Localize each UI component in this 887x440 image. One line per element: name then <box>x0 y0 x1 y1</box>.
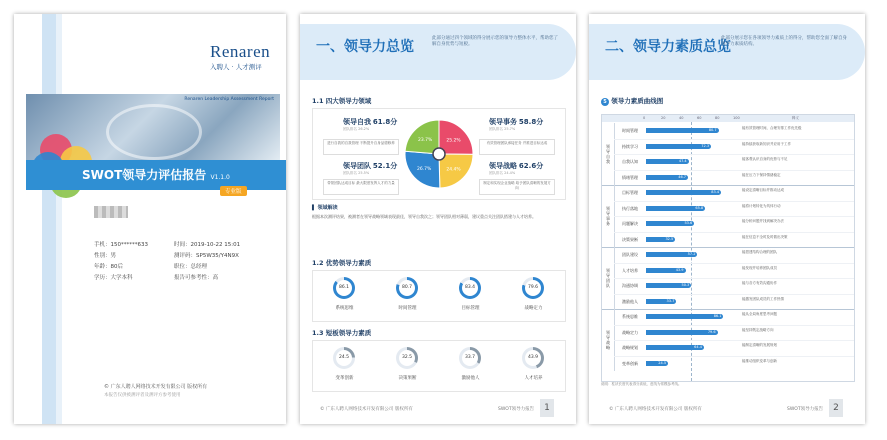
score-label: 目标管理 <box>461 306 480 311</box>
group-name: 领导自我 <box>606 144 610 164</box>
axis-tick-label: 80 <box>715 116 720 120</box>
score-ring <box>333 277 355 299</box>
quadrant-desc: 带领团队达成目标 最大限度发挥人才的力量 <box>323 179 399 195</box>
competency-value: 65.8 <box>695 205 704 210</box>
competency-bar <box>646 128 719 133</box>
info-item <box>174 262 207 270</box>
info-value: 总经理 <box>190 264 208 270</box>
info-value: SP5W35/Y4N9X <box>196 253 239 259</box>
info-sep: ： <box>190 253 197 259</box>
competency-value: 50.3 <box>681 283 690 287</box>
score-ring <box>396 347 418 369</box>
info-item <box>94 240 148 248</box>
score-card <box>502 341 565 391</box>
cover-footer-note: 本报告仅供被测评者及测评方参考使用 <box>104 393 181 398</box>
info-sep: ： <box>105 253 111 259</box>
overview-page <box>300 14 576 424</box>
score-label: 战略定力 <box>524 306 543 311</box>
info-sep: ： <box>105 264 111 270</box>
info-item <box>94 273 133 281</box>
info-sep: ： <box>207 275 213 281</box>
competency-label: 团队建设 <box>622 252 638 257</box>
quadrant-name: 领导自我 <box>343 118 371 126</box>
score-label: 人才培养 <box>524 376 543 381</box>
pie-slice-label: 23.7% <box>418 137 433 143</box>
report-version: V1.1.0 <box>210 174 230 181</box>
quadrant-desc: 制定和实现企业战略 给予团队清晰的发展方向 <box>479 179 555 195</box>
competency-desc: 能客观认识自身的优势与不足 <box>742 157 788 161</box>
axis-tick-label: 40 <box>679 116 684 120</box>
competency-bar <box>646 190 721 195</box>
score-card <box>313 271 376 321</box>
competency-desc: 能分析问题并找到解决办法 <box>742 219 784 223</box>
competency-desc: 能搭建结构合理的团队 <box>742 250 777 254</box>
competency-value: 72.3 <box>701 143 710 148</box>
competency-desc: 能在信息不全时及时做出决策 <box>742 234 788 239</box>
score-card <box>502 271 565 321</box>
page-footer: © 广东人聘人网络技术开发有限公司 版权所有 <box>609 407 702 412</box>
score-card <box>376 341 439 391</box>
score-card <box>439 341 502 391</box>
competency-bar <box>646 221 694 226</box>
table-header <box>602 115 854 122</box>
competency-value: 79.6 <box>707 329 716 334</box>
score-value: 32.5 <box>399 350 415 366</box>
row-divider <box>614 294 854 295</box>
competency-bar <box>646 268 686 273</box>
summary-text: 根据本次测评结果，被测者在领导战略领域表现最佳，领导自我次之；领导团队相对薄弱，建议重点关注团队搭建与人才培养。 <box>312 214 536 219</box>
competency-value: 86.1 <box>713 314 722 318</box>
competency-label: 目标管理 <box>622 190 638 195</box>
page-number: 2 <box>829 399 843 417</box>
group-divider <box>602 309 854 310</box>
group-divider <box>602 247 854 248</box>
info-item <box>174 251 239 259</box>
pie-slice-label: 25.2% <box>446 138 461 144</box>
competency-value: 57.2 <box>687 252 696 256</box>
row-divider <box>614 340 854 341</box>
quadrant-title <box>489 161 543 171</box>
page-title: 一、领导力总览 <box>316 39 414 55</box>
row-divider <box>614 154 854 155</box>
score-label: 变革创新 <box>335 376 354 381</box>
cover-stripe-light <box>56 14 62 424</box>
competency-label: 自我认知 <box>622 159 638 164</box>
competency-bar <box>646 159 689 164</box>
competency-bar <box>646 175 688 180</box>
info-value: 80后 <box>110 264 124 270</box>
axis-tick-label: 100 <box>733 116 740 120</box>
competency-label: 执行落地 <box>622 205 638 211</box>
page-footer-right: SWOT领导力报告 <box>787 407 824 412</box>
summary-heading-text: 领域解读 <box>317 205 338 211</box>
cover-kicker: Renaren Leadership Assessment Report <box>184 97 274 102</box>
competency-bar <box>646 314 723 319</box>
info-sep: ： <box>105 242 111 248</box>
competency-value: 46.7 <box>678 174 687 179</box>
competency-label: 战略规划 <box>622 345 638 350</box>
info-sep: ： <box>105 275 111 281</box>
score-value: 83.4 <box>462 280 478 296</box>
row-divider <box>614 325 854 326</box>
score-card <box>439 271 502 321</box>
competency-label: 人才培养 <box>622 267 638 273</box>
quadrant-desc: 有效管理团队承接任务 并推进目标达成 <box>479 139 555 155</box>
cover-page <box>14 14 286 424</box>
score-label: 激励他人 <box>461 376 480 381</box>
competency-desc: 能坚持既定战略方向 <box>742 327 774 332</box>
info-label: 手机 <box>94 242 106 248</box>
pie-slice <box>439 120 473 154</box>
competency-desc: 能与各方有效沟通协作 <box>742 281 777 285</box>
competency-table <box>601 114 855 382</box>
score-ring <box>396 277 418 299</box>
summary-heading: ▌ 领域解读 <box>312 205 338 211</box>
score-value: 86.1 <box>336 280 352 296</box>
competency-label: 变革创新 <box>622 360 638 366</box>
quadrant-title <box>489 117 543 127</box>
row-divider <box>614 356 854 357</box>
competency-label: 时间管理 <box>622 128 638 133</box>
info-item <box>94 262 123 270</box>
quadrant-score: 62.6分 <box>518 162 544 170</box>
competency-label: 激励他人 <box>622 298 638 304</box>
pie-slice-label: 26.7% <box>417 167 432 173</box>
score-ring <box>333 347 355 369</box>
score-ring <box>459 347 481 369</box>
quadrant-panel <box>312 108 566 200</box>
strengths-heading: 1.2 优势领导力素质 <box>312 259 372 267</box>
info-label: 年龄 <box>94 264 106 270</box>
competency-value: 32.5 <box>665 236 674 241</box>
competency-bar <box>646 144 711 149</box>
column-header: 释义 <box>792 116 799 120</box>
score-ring <box>522 347 544 369</box>
competency-desc: 能持续获取新知识并应用于工作 <box>742 141 791 146</box>
quadrant-rank: 团队排名 24.4% <box>489 171 516 175</box>
competency-label: 战略定力 <box>622 329 638 335</box>
score-ring <box>459 277 481 299</box>
competency-desc: 能在压力下保持情绪稳定 <box>742 172 781 177</box>
domain-pie-chart <box>404 119 474 189</box>
row-divider <box>614 170 854 171</box>
quadrant-score: 52.1分 <box>372 162 398 170</box>
report-title-text: SWOT领导力评估报告 <box>82 168 207 182</box>
pie-center <box>433 148 445 160</box>
page-description: 此部分通过四个领域的得分展示您的领导力整体水平，帮助您了解自身优势与短板。 <box>432 36 558 47</box>
competency-value: 33.7 <box>666 298 675 303</box>
info-label: 性别 <box>94 253 106 259</box>
competency-bar <box>646 330 718 335</box>
quadrant-rank: 团队排名 25.7% <box>489 127 516 131</box>
row-divider <box>614 232 854 233</box>
info-sep: ： <box>185 242 191 248</box>
quadrant-name: 领导事务 <box>489 118 517 126</box>
axis-tick-label: 20 <box>661 116 666 120</box>
quadrant-title <box>343 161 397 171</box>
competency-label: 问题解决 <box>622 221 638 226</box>
info-value: 高 <box>212 275 219 281</box>
group-name: 领导事务 <box>606 206 610 226</box>
row-divider <box>614 263 854 264</box>
score-value: 33.7 <box>462 350 478 366</box>
competency-bar <box>646 283 691 288</box>
competency-desc: 能有效管理时间，合理安排工作优先级 <box>742 126 802 130</box>
score-card <box>313 341 376 391</box>
score-value: 80.7 <box>399 280 415 296</box>
competency-label: 沟通协调 <box>622 283 638 288</box>
competency-bar <box>646 345 704 350</box>
page-description: 此部分展示您在各项领导力素质上的得分，帮助您全面了解自身领导力素质结构。 <box>721 36 847 47</box>
info-value: 2019-10-22 15:01 <box>190 242 241 248</box>
competency-bar <box>646 206 705 211</box>
competency-desc: 能发现并培养团队成员 <box>742 265 777 270</box>
info-item <box>174 273 218 281</box>
score-value: 24.5 <box>336 350 352 366</box>
info-item <box>94 251 116 259</box>
page-number: 1 <box>540 399 554 417</box>
info-value: 150******633 <box>110 242 149 248</box>
competency-page <box>589 14 865 424</box>
pie-slice-label: 24.4% <box>446 167 461 173</box>
competency-desc: 能从全局角度思考问题 <box>742 312 777 316</box>
score-ring <box>522 277 544 299</box>
competency-value: 64.4 <box>694 345 702 349</box>
info-value: 大学本科 <box>110 275 133 281</box>
score-label: 系统思维 <box>335 306 354 311</box>
group-name: 领导战略 <box>606 330 610 350</box>
competency-label: 情绪管理 <box>622 174 638 180</box>
logo-subtitle: 入聘人 · 人才测评 <box>210 63 262 71</box>
competency-desc: 能制定清晰的发展规划 <box>742 343 777 347</box>
competency-desc: 能将计划转化为具体行动 <box>742 203 781 208</box>
competency-desc: 能推动组织变革与创新 <box>742 358 777 363</box>
quadrant-name: 领导战略 <box>489 162 517 170</box>
competency-desc: 能设定清晰目标并推动达成 <box>742 188 784 192</box>
chart-heading-text: 领导力素质曲线图 <box>611 97 664 105</box>
competency-value: 43.9 <box>675 267 684 272</box>
report-title <box>82 166 230 183</box>
competency-bar <box>646 237 675 242</box>
quadrant-rank: 团队排名 25.5% <box>343 171 370 175</box>
quadrant-score: 61.8分 <box>372 118 398 126</box>
info-value: 男 <box>110 253 117 259</box>
page-title: 二、领导力素质总览 <box>605 39 731 55</box>
competency-desc: 能激发团队成员的工作热情 <box>742 296 784 301</box>
name-redacted <box>94 206 128 218</box>
competency-bar <box>646 361 668 366</box>
cover-stripe <box>42 14 56 424</box>
row-divider <box>614 139 854 140</box>
page-footer-right: SWOT领导力报告 <box>498 407 535 412</box>
competency-value: 47.4 <box>678 159 687 163</box>
score-label: 时间管理 <box>398 306 417 311</box>
competency-value: 80.7 <box>708 128 717 132</box>
row-divider <box>614 201 854 202</box>
lens-graphic <box>106 104 202 160</box>
chart-note: 说明：柱状长度代表得分高低，虚线为常模参考线。 <box>601 382 682 386</box>
group-divider <box>602 185 854 186</box>
quadrant-title <box>343 117 397 127</box>
competency-bar <box>646 252 697 257</box>
competency-value: 83.4 <box>711 190 720 194</box>
chart-heading <box>601 96 663 106</box>
competency-label: 持续学习 <box>622 143 638 149</box>
logo: Renaren <box>210 42 271 61</box>
axis-tick-label: 60 <box>697 116 702 120</box>
strength-cards <box>312 270 566 322</box>
quadrant-desc: 进行自我的自我管理 不断提升自身品德修养 <box>323 139 399 155</box>
section-number-badge: 5 <box>601 98 609 106</box>
competency-value: 24.5 <box>658 360 667 365</box>
competency-label: 决策果断 <box>622 236 638 242</box>
score-value: 79.6 <box>525 280 541 296</box>
info-item <box>174 240 240 248</box>
section-heading: 1.1 四大领导力领域 <box>312 97 372 105</box>
score-value: 43.9 <box>525 350 541 366</box>
score-card <box>376 271 439 321</box>
quadrant-score: 58.8分 <box>518 118 544 126</box>
cover-footer: © 广东人聘人网络技术开发有限公司 版权所有 <box>104 384 208 390</box>
info-label: 时间 <box>174 242 186 248</box>
info-label: 报告可参考性 <box>174 275 208 281</box>
axis-tick-label: 0 <box>643 116 646 120</box>
weaknesses-heading: 1.3 短板领导力素质 <box>312 329 372 337</box>
info-sep: ： <box>185 264 191 270</box>
competency-label: 系统思维 <box>622 314 638 319</box>
quadrant-rank: 团队排名 26.2% <box>343 127 370 131</box>
weakness-cards <box>312 340 566 392</box>
row-divider <box>614 278 854 279</box>
competency-value: 53.6 <box>684 221 693 225</box>
score-label: 决策果断 <box>398 376 417 381</box>
competency-bar <box>646 299 676 304</box>
info-label: 学历 <box>94 275 106 281</box>
info-label: 测评码 <box>174 253 191 259</box>
row-divider <box>614 216 854 217</box>
page-footer: © 广东人聘人网络技术开发有限公司 版权所有 <box>320 407 413 412</box>
edition-badge: 专业版 <box>220 186 247 196</box>
quadrant-name: 领导团队 <box>343 162 371 170</box>
group-name: 领导团队 <box>606 268 610 288</box>
info-label: 职位 <box>174 264 186 270</box>
